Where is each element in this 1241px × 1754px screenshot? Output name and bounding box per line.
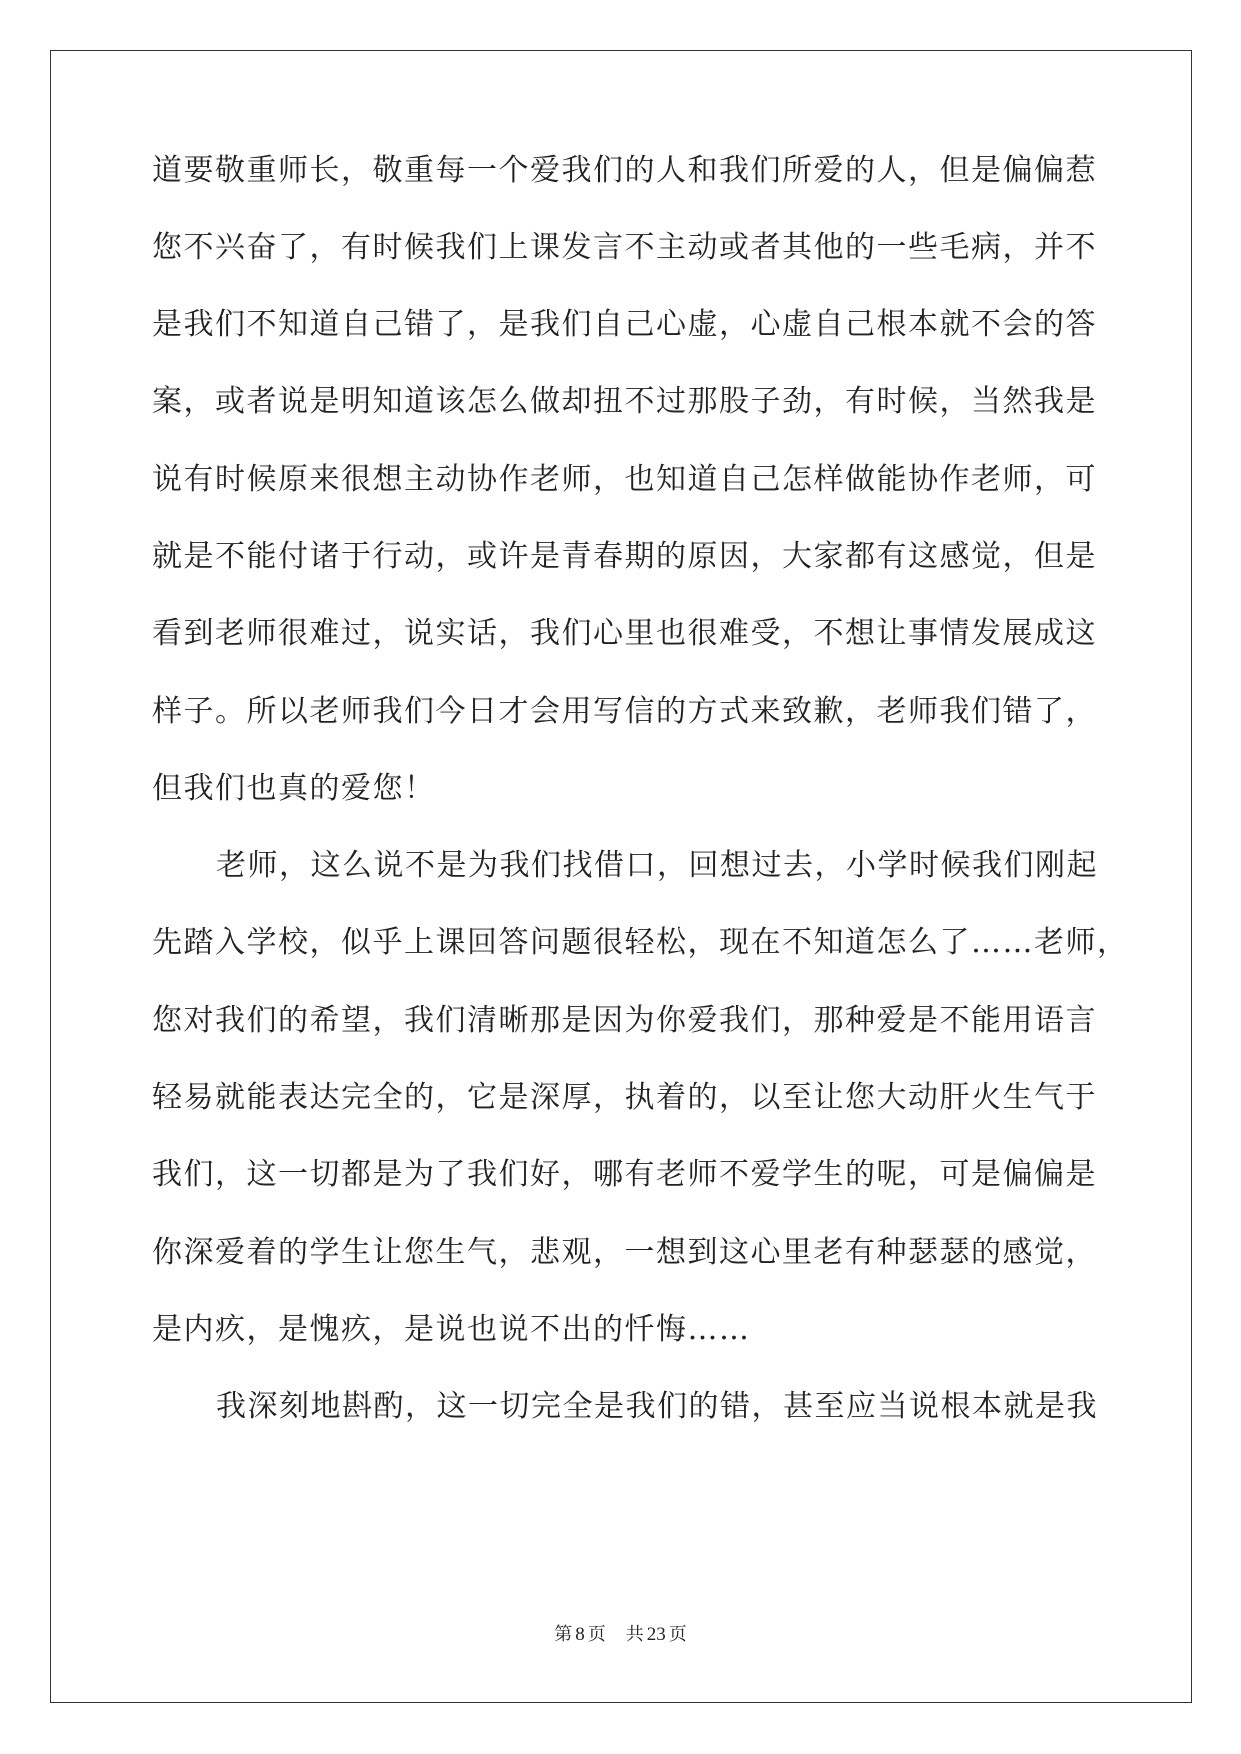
page-footer	[0, 1620, 1241, 1646]
text-line: 先踏入学校，似乎上课回答问题很轻松，现在不知道怎么了……老师，	[152, 925, 1129, 960]
text-line: 轻易就能表达完全的，它是深厚，执着的，以至让您大动肝火生气于	[152, 1080, 1097, 1115]
text-line: 您对我们的希望，我们清晰那是因为你爱我们，那种爱是不能用语言	[152, 1003, 1097, 1038]
text-line: 看到老师很难过，说实话，我们心里也很难受，不想让事情发展成这	[152, 616, 1097, 651]
text-line: 样子。所以老师我们今日才会用写信的方式来致歉，老师我们错了，	[152, 694, 1097, 729]
text-line: 道要敬重师长，敬重每一个爱我们的人和我们所爱的人，但是偏偏惹	[152, 153, 1097, 188]
total-suffix: 页	[668, 1624, 687, 1645]
text-line: 你深爱着的学生让您生气，悲观，一想到这心里老有种瑟瑟的感觉，	[152, 1235, 1097, 1270]
text-line: 是内疚，是愧疚，是说也说不出的忏悔……	[152, 1312, 751, 1347]
text-line: 您不兴奋了，有时候我们上课发言不主动或者其他的一些毛病，并不	[152, 230, 1097, 265]
text-line: 案，或者说是明知道该怎么做却扭不过那股子劲，有时候，当然我是	[152, 384, 1097, 419]
text-line: 我深刻地斟酌，这一切完全是我们的错，甚至应当说根本就是我	[216, 1389, 1098, 1424]
page-prefix: 第	[554, 1624, 573, 1645]
text-line: 是我们不知道自己错了，是我们自己心虚，心虚自己根本就不会的答	[152, 307, 1097, 342]
total-prefix: 共	[625, 1624, 644, 1645]
page-suffix: 页	[587, 1624, 606, 1645]
text-line: 就是不能付诸于行动，或许是青春期的原因，大家都有这感觉，但是	[152, 539, 1097, 574]
page-number: 8	[575, 1624, 585, 1645]
text-line: 我们，这一切都是为了我们好，哪有老师不爱学生的呢，可是偏偏是	[152, 1157, 1097, 1192]
text-line: 但我们也真的爱您！	[152, 771, 436, 806]
text-line: 老师，这么说不是为我们找借口，回想过去，小学时候我们刚起	[216, 848, 1098, 883]
total-pages: 23	[646, 1624, 666, 1645]
text-line: 说有时候原来很想主动协作老师，也知道自己怎样做能协作老师，可	[152, 462, 1097, 497]
